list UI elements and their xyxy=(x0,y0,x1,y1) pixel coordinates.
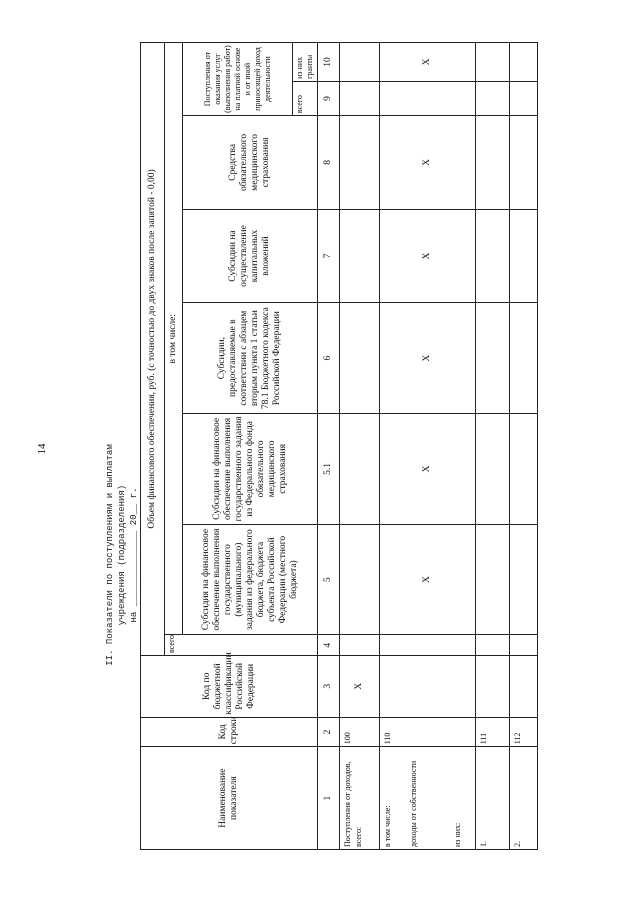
page-number: 14 xyxy=(36,443,48,455)
section-heading xyxy=(104,305,140,805)
row-name: в том числе: xyxy=(380,747,406,850)
header-row-1 xyxy=(141,43,165,850)
table-row xyxy=(476,43,510,850)
col-number: 2 xyxy=(318,717,340,747)
header-subsidy-state-task: Субсидия на финансовое обеспечение выполнения государственного (муниципального) задания из федерального бюджета, бюджета субъекта Российской Федерации (местного бюджета) xyxy=(183,524,318,635)
row-code: 112 xyxy=(510,717,538,747)
col-number: 3 xyxy=(318,655,340,717)
cell-total[interactable] xyxy=(380,635,476,656)
cell-sub-ffoms[interactable] xyxy=(510,414,538,525)
row-bcc[interactable] xyxy=(476,655,510,717)
header-indicator: Наименование показателя xyxy=(141,747,318,850)
header-total: всего xyxy=(165,635,318,656)
cell-total[interactable] xyxy=(510,635,538,656)
column-number-row xyxy=(318,43,340,850)
col-number: 5 xyxy=(318,524,340,635)
col-number: 9 xyxy=(318,81,340,115)
row-bcc[interactable] xyxy=(510,655,538,717)
col-number: 6 xyxy=(318,303,340,414)
cell-x-mark: X xyxy=(380,524,476,635)
row-name: доходы от собственности xyxy=(406,747,450,850)
cell-x-mark: X xyxy=(380,303,476,414)
receipts-table xyxy=(140,42,538,850)
cell-oms[interactable] xyxy=(510,116,538,210)
table-row xyxy=(510,43,538,850)
cell-sub-state-task[interactable] xyxy=(510,524,538,635)
header-subsidy-capital: Субсидии на осуществление капитальных вложений xyxy=(183,209,318,303)
header-paid-services: Поступления от оказания услуг (выполнения работ) на платной основе и от иной приносящей доход деятельности xyxy=(183,43,293,116)
table-row xyxy=(340,43,380,850)
cell-x-mark: X xyxy=(380,414,476,525)
row-code: 111 xyxy=(476,717,510,747)
col-number: 10 xyxy=(318,43,340,82)
header-row-code: Код строки xyxy=(141,717,318,747)
cell-paid-total[interactable] xyxy=(476,81,510,115)
row-bcc[interactable] xyxy=(380,655,476,717)
cell-sub-ffoms[interactable] xyxy=(476,414,510,525)
cell-sub-capital[interactable] xyxy=(340,209,380,303)
col-number: 7 xyxy=(318,209,340,303)
row-code: 100 xyxy=(340,717,380,747)
row-bcc: X xyxy=(340,655,380,717)
header-in-that: в том числе: xyxy=(165,43,183,635)
cell-sub-capital[interactable] xyxy=(510,209,538,303)
row-name: Поступления от доходов, всего: xyxy=(340,747,380,850)
cell-sub-state-task[interactable] xyxy=(340,524,380,635)
cell-sub-78-1[interactable] xyxy=(476,303,510,414)
cell-grants[interactable] xyxy=(476,43,510,82)
cell-oms[interactable] xyxy=(476,116,510,210)
cell-grants[interactable] xyxy=(340,43,380,82)
col-number: 1 xyxy=(318,747,340,850)
header-bcc: Код по бюджетной классификации Российской Федерации xyxy=(141,655,318,717)
row-name: 1. xyxy=(476,747,510,850)
cell-sub-capital[interactable] xyxy=(476,209,510,303)
cell-total[interactable] xyxy=(476,635,510,656)
cell-grants[interactable] xyxy=(510,43,538,82)
cell-sub-78-1[interactable] xyxy=(510,303,538,414)
cell-sub-ffoms[interactable] xyxy=(340,414,380,525)
header-grants: из них гранты xyxy=(293,43,318,82)
table-row xyxy=(380,43,406,850)
header-oms-funds: Средства обязательного медицинского страхования xyxy=(183,116,318,210)
cell-oms[interactable] xyxy=(340,116,380,210)
cell-x-mark: X xyxy=(380,116,476,210)
header-paid-total: всего xyxy=(293,81,318,115)
cell-paid-total[interactable] xyxy=(380,81,476,115)
cell-paid-total[interactable] xyxy=(340,81,380,115)
cell-x-mark: X xyxy=(380,43,476,82)
cell-total[interactable] xyxy=(340,635,380,656)
col-number: 4 xyxy=(318,635,340,656)
col-number: 5.1 xyxy=(318,414,340,525)
cell-sub-state-task[interactable] xyxy=(476,524,510,635)
heading-line-2: учреждения (подразделения) xyxy=(117,484,127,626)
row-name: из них: xyxy=(450,747,476,850)
row-name: 2. xyxy=(510,747,538,850)
header-subsidy-ffoms: Субсидии на финансовое обеспечение выполнения государственного задания из Федерального фонда обязательного медицинского страхования xyxy=(183,414,318,525)
header-subsidy-78-1: Субсидии, предоставляемые в соответствии с абзацем вторым пункта 1 статьи 78.1 Бюджетного кодекса Российской Федерации xyxy=(183,303,318,414)
header-funding: Объем финансового обеспечения, руб. (с точностью до двух знаков после запятой - 0,00) xyxy=(141,43,165,656)
cell-sub-78-1[interactable] xyxy=(340,303,380,414)
cell-paid-total[interactable] xyxy=(510,81,538,115)
row-code: 110 xyxy=(380,717,476,747)
cell-x-mark: X xyxy=(380,209,476,303)
col-number: 8 xyxy=(318,116,340,210)
heading-line-1: II. Показатели по поступлениям и выплатам xyxy=(105,444,115,666)
heading-line-3: на ______________ 20__ г. xyxy=(129,487,139,623)
